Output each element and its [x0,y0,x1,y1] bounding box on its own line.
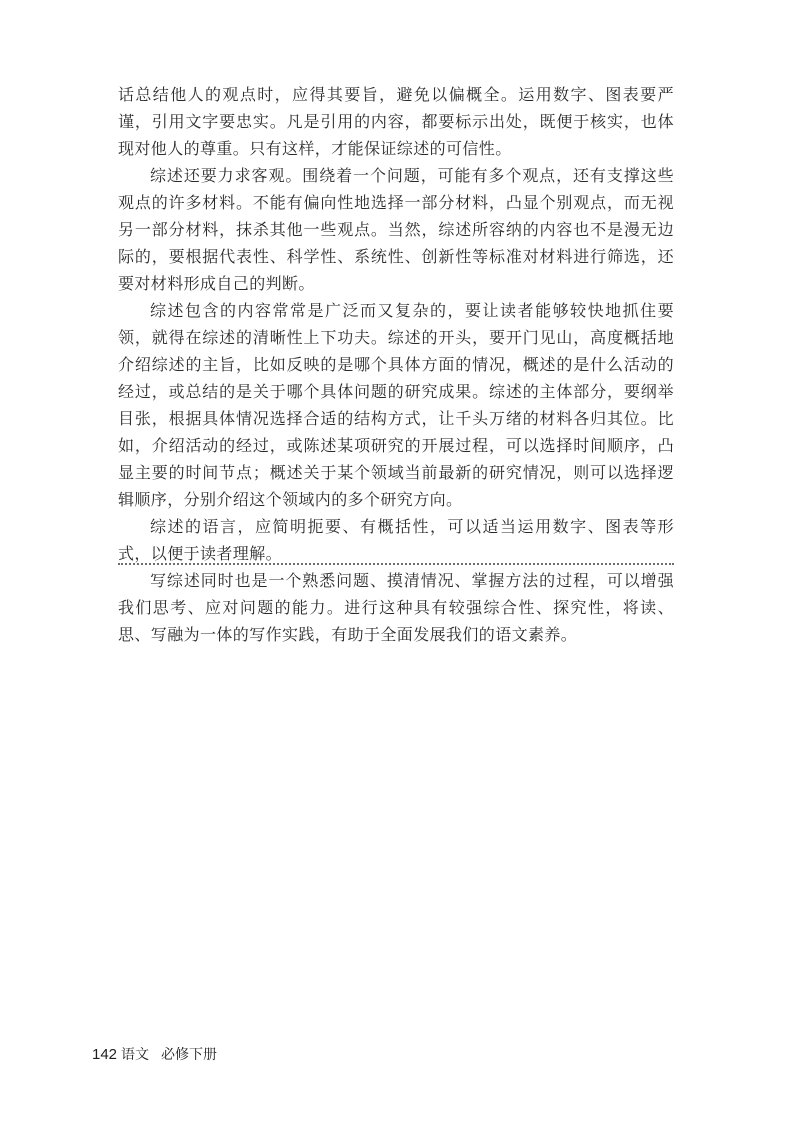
paragraph-continued: 话总结他人的观点时，应得其要旨，避免以偏概全。运用数字、图表要严谨，引用文字要忠实。凡是引用的内容，都要标示出处，既便于核实，也体现对他人的尊重。只有这样，才能保证综述的可信性。 [118,85,674,158]
book-subject: 语文 [121,1047,150,1063]
paragraph-conclusion: 写综述同时也是一个熟悉问题、摸清情况、掌握方法的过程，可以增强我们思考、应对问题的能力。进行这种具有较强综合性、探究性，将读、思、写融为一体的写作实践，有助于全面发展我们的语文素养。 [118,571,674,644]
page-number: 142 [92,1046,118,1063]
paragraph-objectivity: 综述还要力求客观。围绕着一个问题，可能有多个观点，还有支撑这些观点的许多材料。不能有偏向性地选择一部分材料，凸显个别观点，而无视另一部分材料，抹杀其他一些观点。当然，综述所容纳的内容也不是漫无边际的，要根据代表性、科学性、系统性、创新性等标准对材料进行筛选，还要对材料形成自己的判断。 [118,166,674,293]
page-footer [92,1044,217,1064]
paragraph-language: 综述的语言，应简明扼要、有概括性，可以适当运用数字、图表等形式，以便于读者理解。 [118,517,674,563]
paragraph-clarity: 综述包含的内容常常是广泛而又复杂的，要让读者能够较快地抓住要领，就得在综述的清晰性上下功夫。综述的开头，要开门见山，高度概括地介绍综述的主旨，比如反映的是哪个具体方面的情况，概述的是什么活动的经过，或总结的是关于哪个具体问题的研究成果。综述的主体部分，要纲举目张，根据具体情况选择合适的结构方式，让千头万绪的材料各归其位。比如，介绍活动的经过，或陈述某项研究的开展过程，可以选择时间顺序，凸显主要的时间节点；概述关于某个领域当前最新的研究情况，则可以选择逻辑顺序，分别介绍这个领域内的多个研究方向。 [118,301,674,509]
book-volume: 必修下册 [161,1047,218,1063]
section-end-dotted-divider [118,563,674,565]
